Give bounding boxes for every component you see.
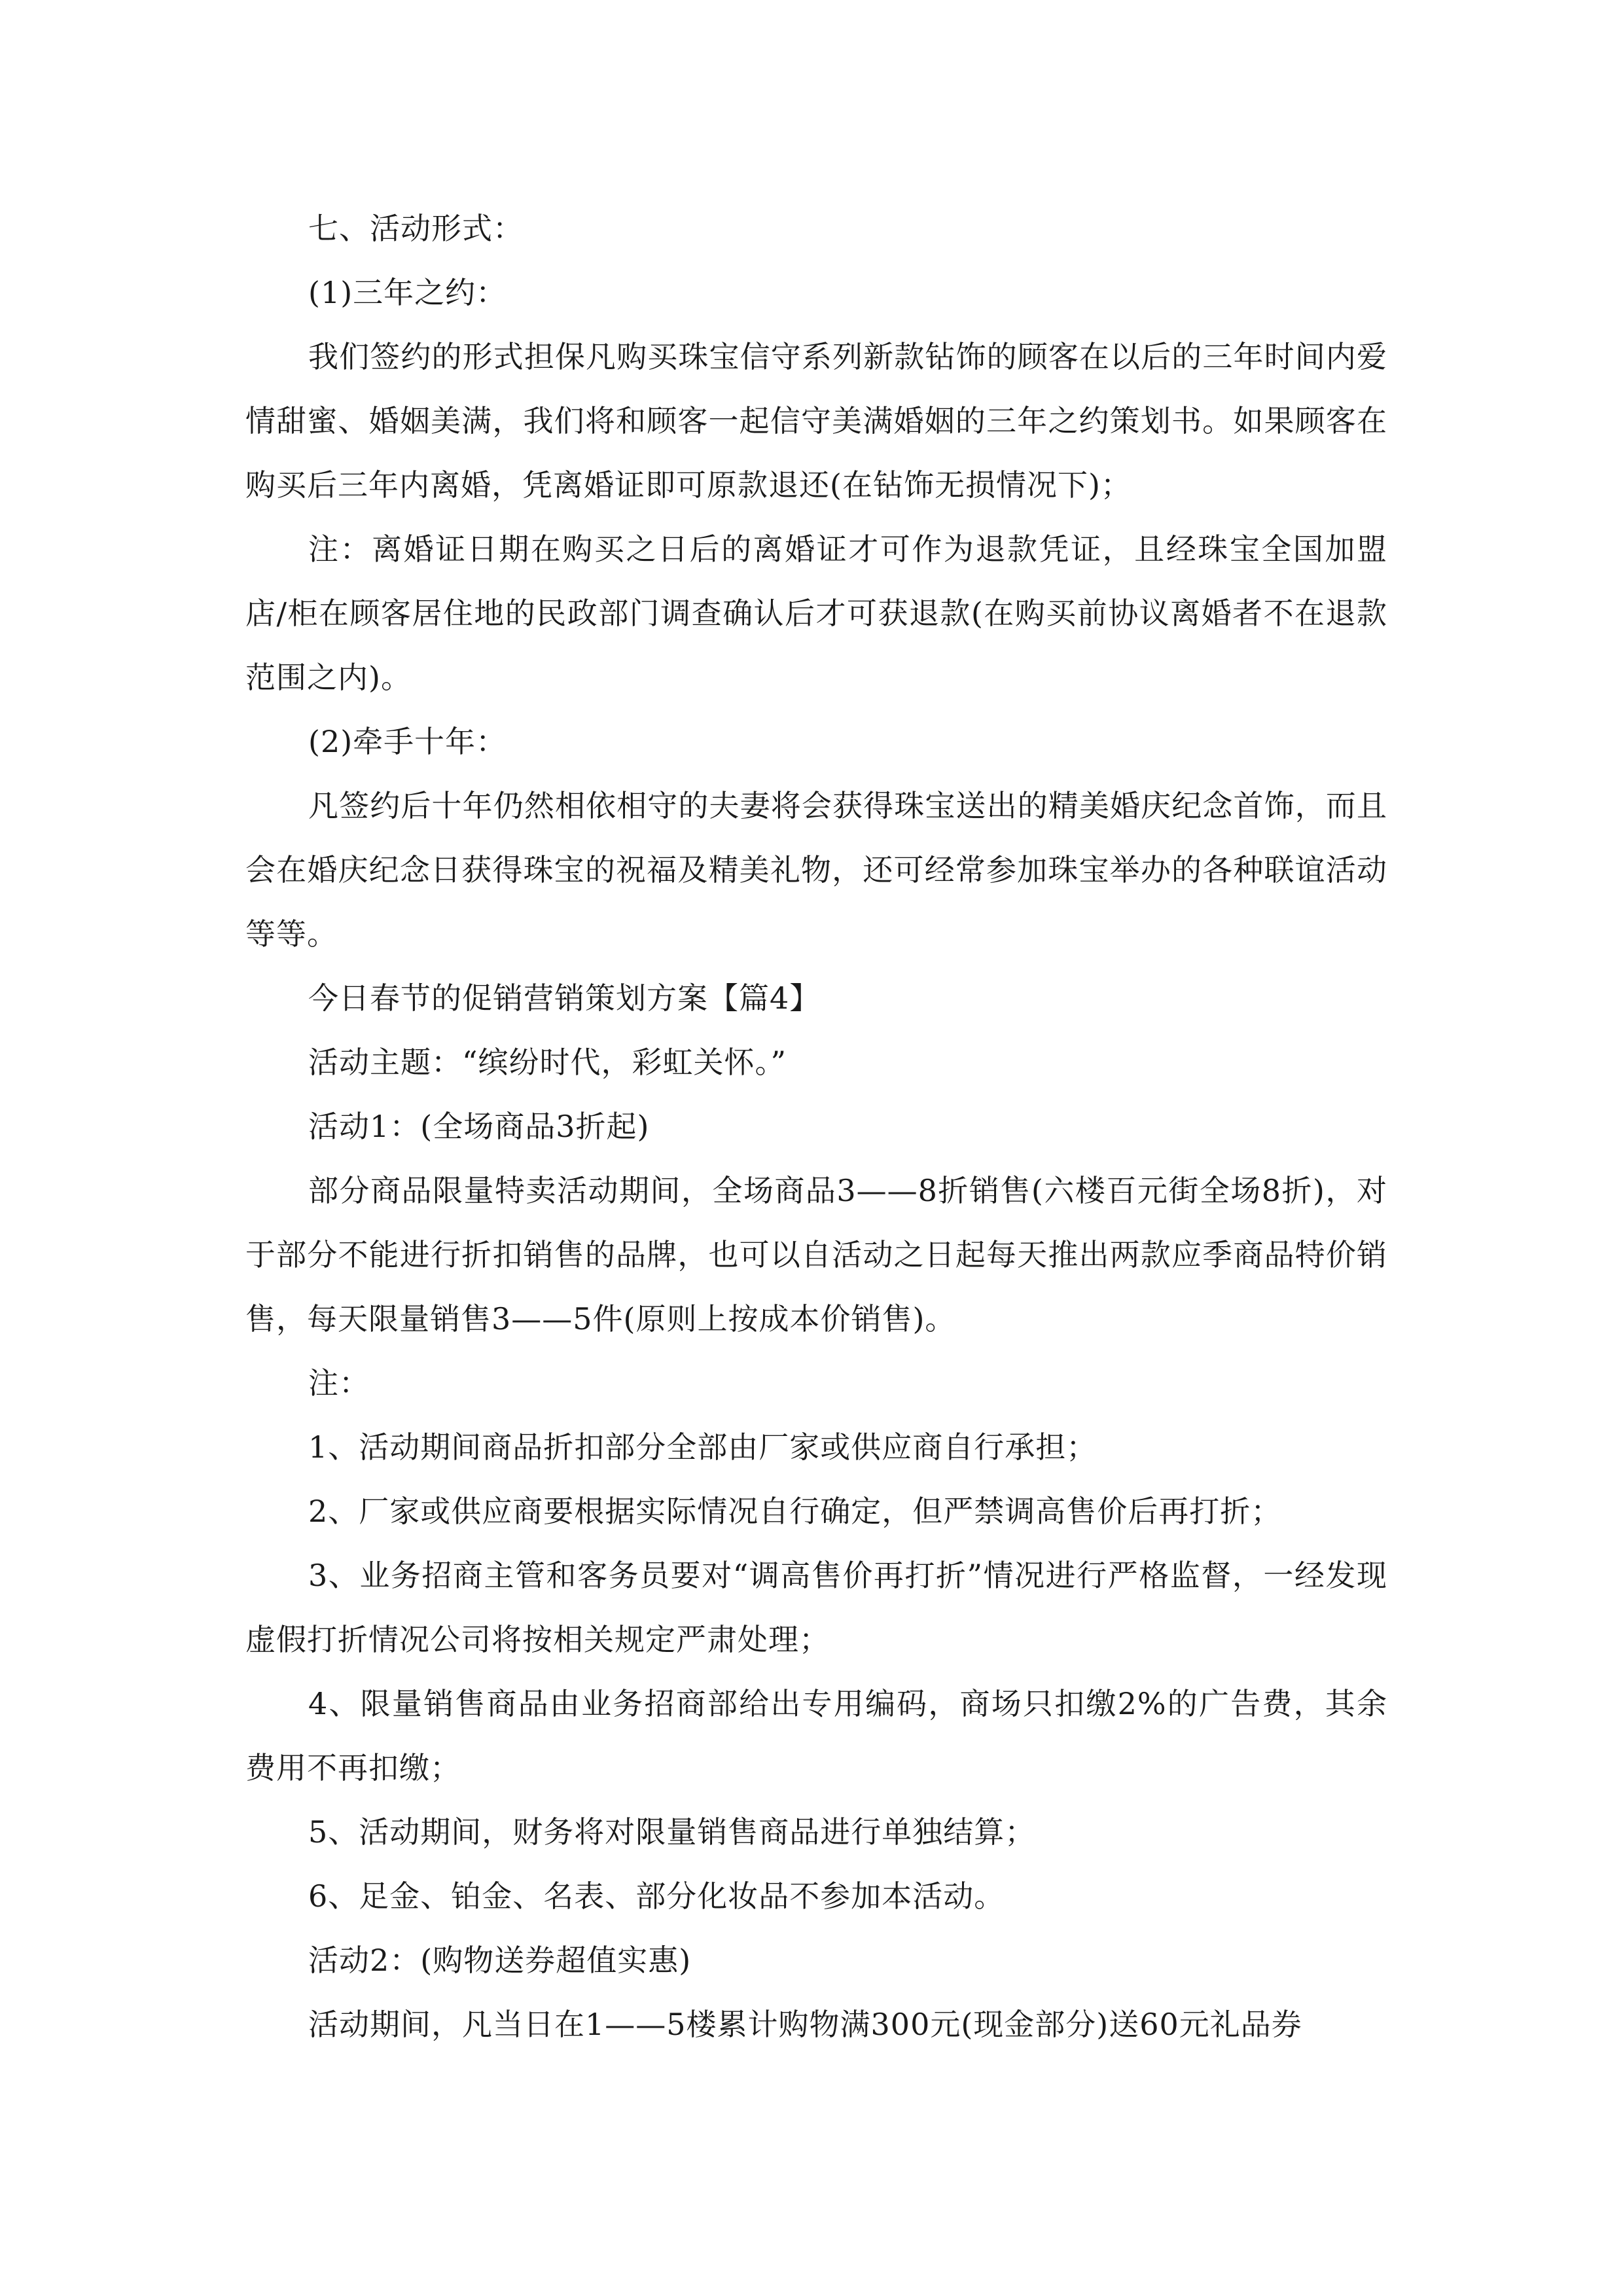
list-item: 2、厂家或供应商要根据实际情况自行确定，但严禁调高售价后再打折； — [308, 1494, 1282, 1529]
list-item: 4、限量销售商品由业务招商部给出专用编码，商场只扣缴2%的广告费，其余费用不再扣缴； — [245, 1686, 1387, 1785]
body-paragraph: 凡签约后十年仍然相依相守的夫妻将会获得珠宝送出的精美婚庆纪念首饰，而且会在婚庆纪念日获得珠宝的祝福及精美礼物，还可经常参加珠宝举办的各种联谊活动等等。 — [245, 788, 1387, 952]
note-label: 注： — [308, 1365, 370, 1401]
body-paragraph: 活动期间，凡当日在1——5楼累计购物满300元(现金部分)送60元礼品券 — [308, 2007, 1302, 2042]
subsection-heading: (2)牵手十年： — [308, 724, 507, 759]
activity-theme: 活动主题：“缤纷时代，彩虹关怀。” — [308, 1045, 787, 1080]
activity-heading: 活动2：(购物送券超值实惠) — [308, 1943, 692, 1978]
list-item: 6、足金、铂金、名表、部分化妆品不参加本活动。 — [308, 1878, 1005, 1914]
list-item: 5、活动期间，财务将对限量销售商品进行单独结算； — [308, 1814, 1036, 1850]
note-paragraph: 注：离婚证日期在购买之日后的离婚证才可作为退款凭证，且经珠宝全国加盟店/柜在顾客居住地的民政部门调查确认后才可获退款(在购买前协议离婚者不在退款范围之内)。 — [245, 531, 1387, 695]
document-body — [245, 196, 1387, 2056]
body-paragraph: 我们签约的形式担保凡购买珠宝信守系列新款钻饰的顾客在以后的三年时间内爱情甜蜜、婚姻美满，我们将和顾客一起信守美满婚姻的三年之约策划书。如果顾客在购买后三年内离婚，凭离婚证即可原款退还(在钻饰无损情况下)； — [245, 339, 1387, 503]
section-heading: 七、活动形式： — [308, 211, 524, 246]
list-item: 1、活动期间商品折扣部分全部由厂家或供应商自行承担； — [308, 1429, 1097, 1465]
activity-heading: 活动1：(全场商品3折起) — [308, 1109, 650, 1144]
subsection-heading: (1)三年之约： — [308, 275, 507, 310]
body-paragraph: 部分商品限量特卖活动期间，全场商品3——8折销售(六楼百元街全场8折)，对于部分不能进行折扣销售的品牌，也可以自活动之日起每天推出两款应季商品特价销售，每天限量销售3——5件(原则上按成本价销售)。 — [245, 1173, 1387, 1336]
article-title: 今日春节的促销营销策划方案【篇4】 — [308, 980, 821, 1016]
list-item: 3、业务招商主管和客务员要对“调高售价再打折”情况进行严格监督，一经发现虚假打折情况公司将按相关规定严肃处理； — [245, 1558, 1387, 1657]
